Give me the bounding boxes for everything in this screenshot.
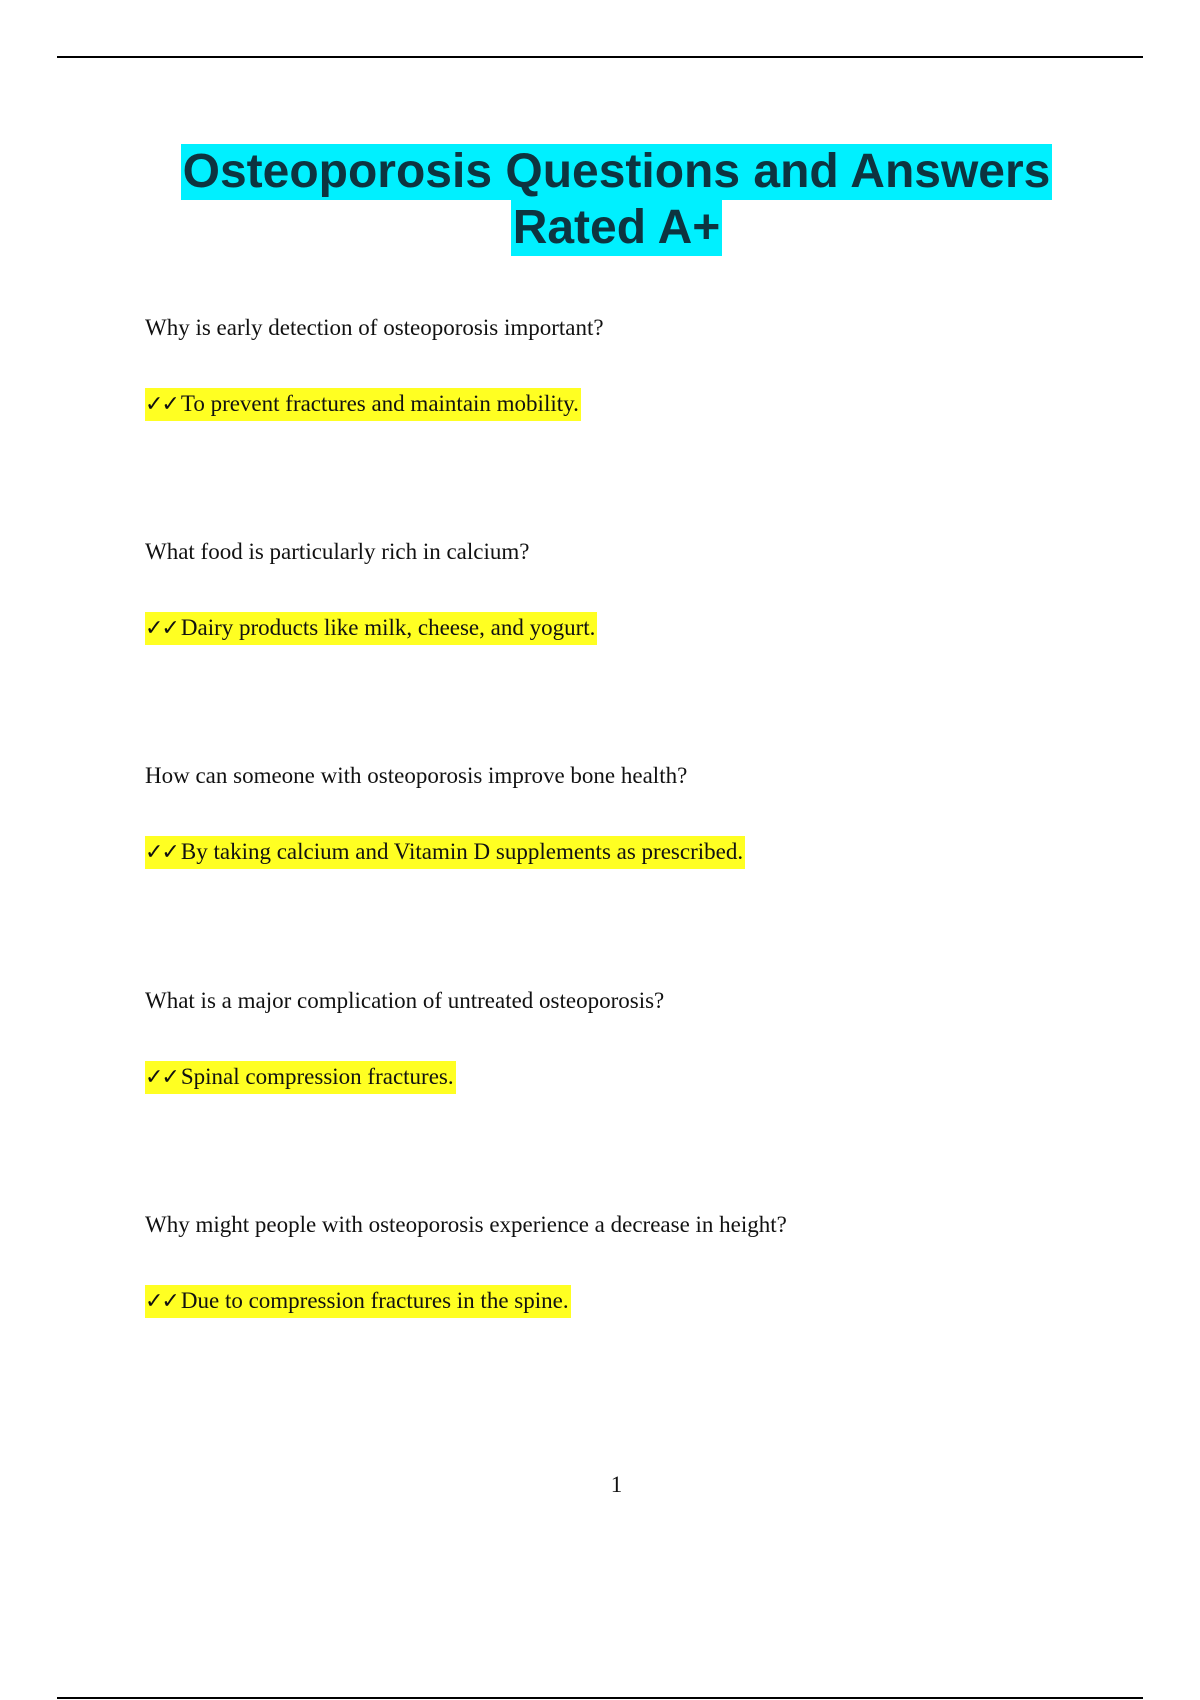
answer-text — [145, 836, 745, 869]
answer-text — [145, 388, 581, 421]
answer-label: By taking calcium and Vitamin D supplements as prescribed. — [180, 839, 744, 864]
answer-label: Spinal compression fractures. — [180, 1064, 454, 1089]
answer-label: Due to compression fractures in the spine. — [180, 1288, 569, 1313]
bottom-rule — [57, 1697, 1143, 1699]
answer-text — [145, 612, 597, 645]
answer-text — [145, 1285, 571, 1318]
title-line-2: Rated A+ — [512, 201, 721, 254]
double-check-icon: ✓✓ — [145, 392, 178, 417]
double-check-icon: ✓✓ — [145, 1289, 178, 1314]
question-text: Why might people with osteoporosis experience a decrease in height? — [145, 1212, 787, 1237]
question-text: How can someone with osteoporosis improve bone health? — [145, 763, 688, 788]
question-text: What food is particularly rich in calcium? — [145, 539, 530, 564]
double-check-icon: ✓✓ — [145, 1065, 178, 1090]
top-rule — [57, 56, 1143, 58]
document-title — [0, 144, 1200, 256]
answer-label: Dairy products like milk, cheese, and yogurt. — [180, 615, 596, 640]
title-line-1: Osteoporosis Questions and Answers — [182, 145, 1051, 198]
double-check-icon: ✓✓ — [145, 840, 178, 865]
question-text: Why is early detection of osteoporosis important? — [145, 315, 604, 340]
double-check-icon: ✓✓ — [145, 616, 178, 641]
question-text: What is a major complication of untreated osteoporosis? — [145, 988, 665, 1013]
answer-label: To prevent fractures and maintain mobility. — [180, 391, 579, 416]
page-number: 1 — [610, 1472, 623, 1497]
answer-text — [145, 1061, 456, 1094]
